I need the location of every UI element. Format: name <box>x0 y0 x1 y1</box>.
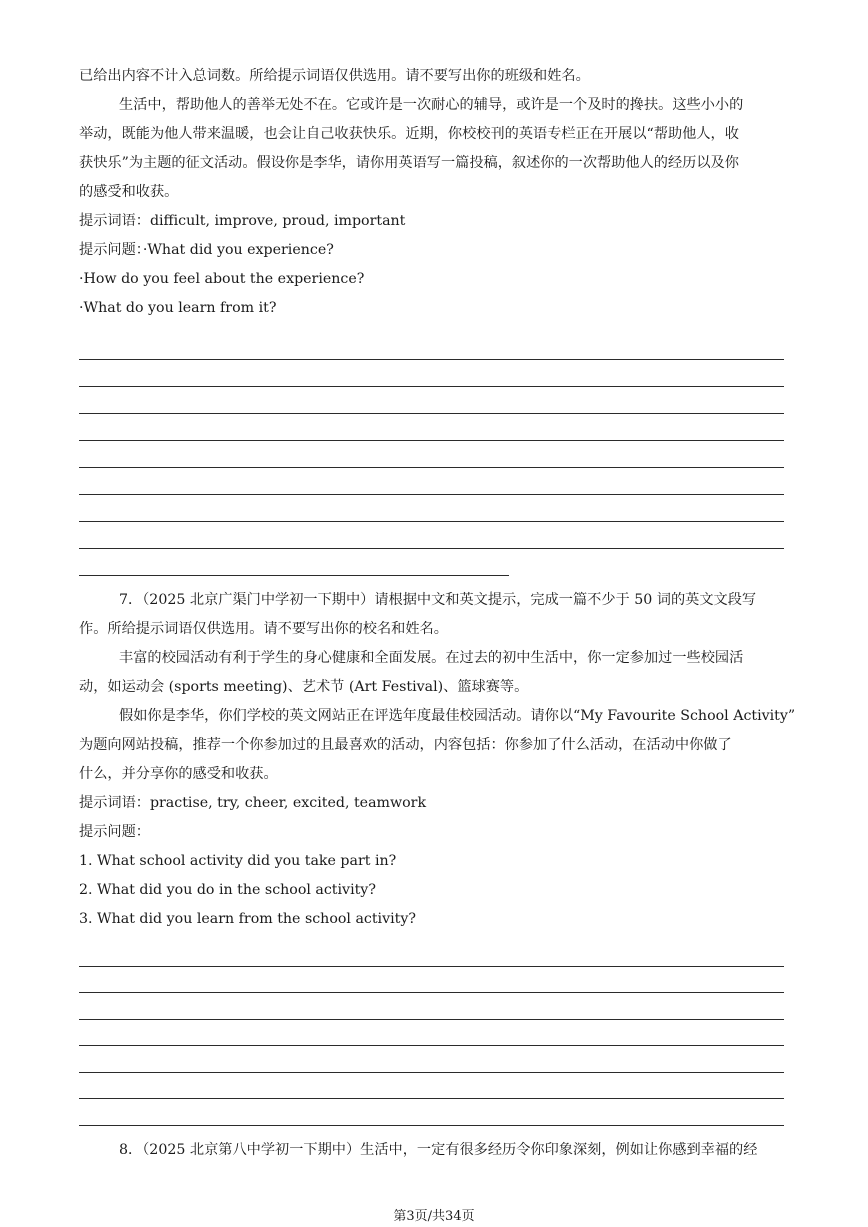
answer-line[interactable] <box>79 495 784 522</box>
prev-hint-question-3: ·What do you learn from it? <box>79 300 277 316</box>
prev-hint-question-1: 提示问题：·What did you experience? <box>79 242 334 258</box>
page-content <box>79 62 796 1165</box>
answer-line-short[interactable] <box>79 549 509 576</box>
question-7-hint-question: 1. What school activity did you take part in? <box>79 853 397 869</box>
answer-line[interactable] <box>79 940 784 967</box>
question-8 <box>79 1136 784 1165</box>
question-7-hint-label: 提示问题： <box>79 824 150 840</box>
prev-question-instruction: 已给出内容不计入总词数。所给提示词语仅供选用。请不要写出你的班级和姓名。 <box>79 68 590 84</box>
answer-line[interactable] <box>79 387 784 414</box>
prev-question-intro-line: 生活中，帮助他人的善举无处不在。它或许是一次耐心的辅导，或许是一个及时的搀扶。这些小小的 <box>119 97 744 113</box>
question-7 <box>79 586 796 1126</box>
question-7-paragraph-line: 为题向网站投稿，推荐一个你参加过的且最喜欢的活动，内容包括：你参加了什么活动，在活动中你做了 <box>79 737 732 753</box>
answer-line[interactable] <box>79 1046 784 1073</box>
question-7-hint-question: 3. What did you learn from the school activity? <box>79 911 416 927</box>
question-7-heading-line: 7．（2025 北京广渠门中学初一下期中）请根据中文和英文提示，完成一篇不少于 50 词的英文文段写 <box>119 592 757 608</box>
answer-line[interactable] <box>79 967 784 994</box>
question-7-paragraph-line: 动，如运动会 (sports meeting)、艺术节 (Art Festival)、篮球赛等。 <box>79 679 529 695</box>
question-7-hint-words: 提示词语：practise, try, cheer, excited, teamwork <box>79 795 427 811</box>
answer-line[interactable] <box>79 333 784 360</box>
answer-line[interactable] <box>79 1073 784 1100</box>
answer-line[interactable] <box>79 1020 784 1047</box>
answer-line[interactable] <box>79 993 784 1020</box>
prev-hint-words: 提示词语：difficult, improve, proud, important <box>79 213 406 229</box>
prev-hint-question-2: ·How do you feel about the experience? <box>79 271 365 287</box>
question-7-paragraph-line: 假如你是李华，你们学校的英文网站正在评选年度最佳校园活动。请你以“My Favourite School Activity” <box>119 708 796 724</box>
answer-line[interactable] <box>79 441 784 468</box>
answer-line[interactable] <box>79 522 784 549</box>
answer-line[interactable] <box>79 1099 784 1126</box>
answer-line[interactable] <box>79 414 784 441</box>
answer-line[interactable] <box>79 360 784 387</box>
prev-question-intro-line: 的感受和收获。 <box>79 184 179 200</box>
answer-line[interactable] <box>79 468 784 495</box>
answer-lines-q7 <box>79 940 784 1126</box>
question-7-hint-question: 2. What did you do in the school activity? <box>79 882 376 898</box>
answer-lines-prev <box>79 333 784 576</box>
page-number: 第3页/共34页 <box>393 1209 475 1224</box>
question-7-heading-line: 作。所给提示词语仅供选用。请不要写出你的校名和姓名。 <box>79 621 448 637</box>
question-7-paragraph-line: 什么，并分享你的感受和收获。 <box>79 766 278 782</box>
question-7-paragraph-line: 丰富的校园活动有利于学生的身心健康和全面发展。在过去的初中生活中，你一定参加过一些校园活 <box>119 650 744 666</box>
prev-question-intro-line: 举动，既能为他人带来温暖，也会让自己收获快乐。近期，你校校刊的英语专栏正在开展以“帮助他人，收 <box>79 126 739 142</box>
prev-question-intro-line: 获快乐”为主题的征文活动。假设你是李华，请你用英语写一篇投稿，叙述你的一次帮助他人的经历以及你 <box>79 155 739 171</box>
question-8-heading-line: 8．（2025 北京第八中学初一下期中）生活中，一定有很多经历令你印象深刻，例如让你感到幸福的经 <box>119 1141 758 1158</box>
